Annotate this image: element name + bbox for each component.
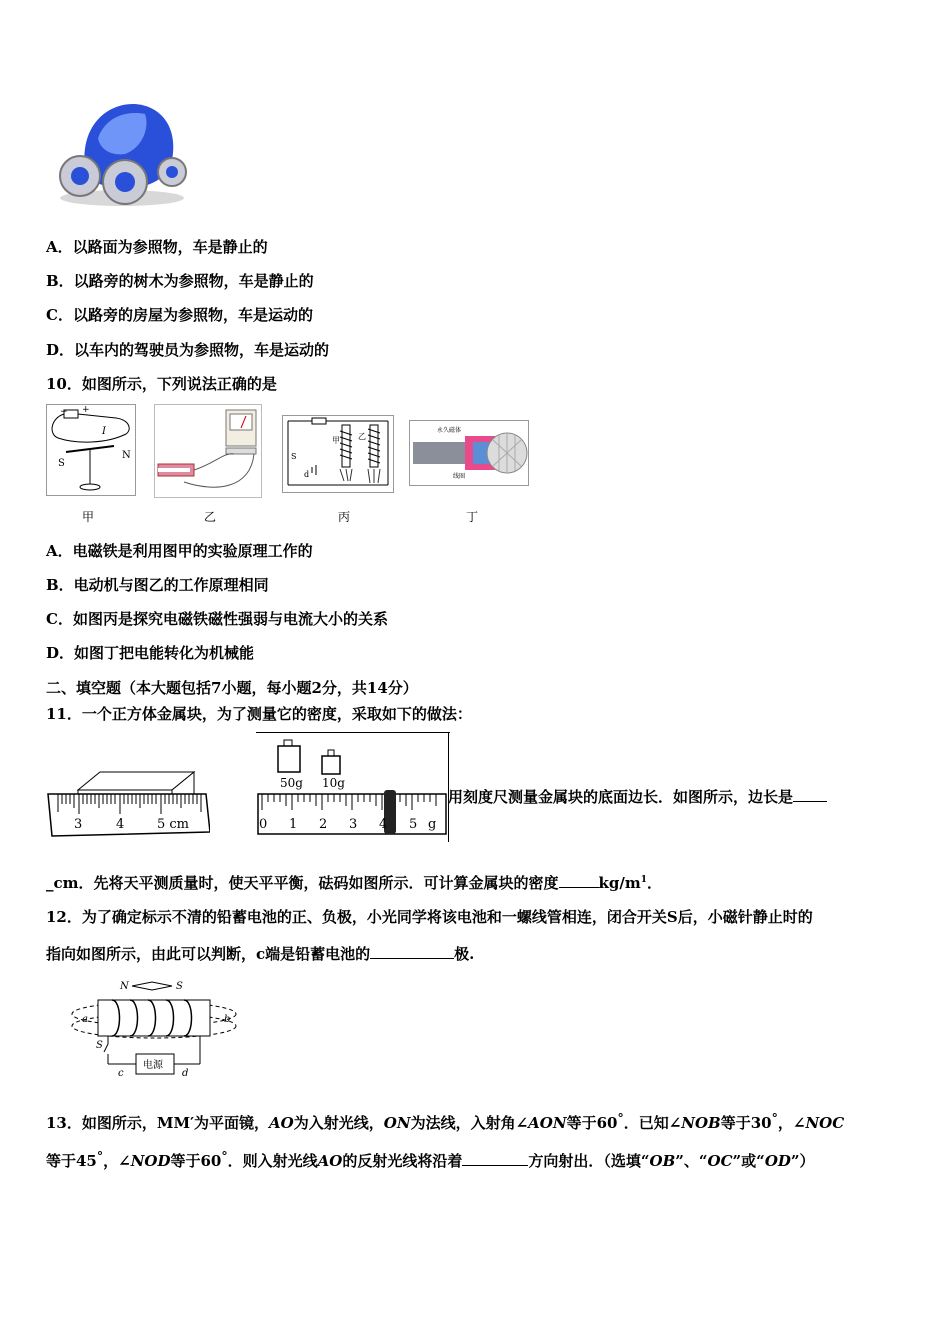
q13-text-2: 为入射光线， (293, 1114, 384, 1132)
q12-b-label: b (224, 1014, 231, 1025)
q11-line-2 (46, 872, 662, 893)
q13-text-3: 为法线，入射角∠ (410, 1114, 529, 1132)
bing-jia-label: 甲 (332, 436, 340, 445)
jia-minus-label: − (60, 407, 68, 417)
q13-text-6: 等于30 (720, 1114, 772, 1132)
scale-label-g: g (428, 817, 437, 832)
q13-line-2 (46, 1148, 815, 1171)
q10-option-b: B．电动机与图乙的工作原理相同 (46, 576, 269, 594)
q11-inline-text (448, 786, 827, 807)
q13-od: OD (764, 1152, 791, 1170)
bing-yi-label: 乙 (358, 432, 366, 441)
q13-on: ON (383, 1114, 411, 1132)
q9-option-d: D．以车内的驾驶员为参照物，车是运动的 (46, 341, 330, 359)
q10-stem: 10．如图所示，下列说法正确的是 (46, 375, 277, 393)
q13-text-8: 等于45 (46, 1152, 97, 1170)
q13-nob: NOB (681, 1114, 721, 1132)
q13-text-11: ．则入射光线 (227, 1152, 318, 1170)
q11-answer-blank-1[interactable] (793, 787, 827, 802)
q11-inline-label: 用刻度尺测量金属块的底面边长．如图所示，边长是 (448, 788, 794, 806)
q13-ao-2: AO (317, 1152, 343, 1170)
weight-10g-label: 10g (322, 776, 345, 790)
q10-option-a: A．电磁铁是利用图甲的实验原理工作的 (46, 542, 313, 560)
caption-ding: 丁 (466, 510, 479, 524)
q12-c-label: c (118, 1068, 124, 1079)
q13-text-7: ，∠ (777, 1114, 806, 1132)
figure-yi (154, 404, 262, 498)
figure-bing (282, 415, 394, 493)
q13-text-13: 方向射出．（选填“ (528, 1152, 650, 1170)
q13-text-9: ，∠ (103, 1152, 131, 1170)
scale-label-2: 2 (319, 817, 328, 832)
q13-answer-blank[interactable] (462, 1151, 528, 1166)
ruler-label-4: 4 (116, 817, 125, 832)
q11-unit-exponent: 1 (640, 875, 648, 885)
q12-a-label: a (82, 1014, 88, 1025)
jia-current-label: I (102, 426, 106, 437)
caption-jia: 甲 (82, 510, 95, 524)
q10-option-c: C．如图丙是探究电磁铁磁性强弱与电流大小的关系 (46, 610, 388, 628)
q12-n-label: N (120, 981, 129, 992)
q12-power-label: 电源 (143, 1060, 163, 1071)
bing-s-label: S (291, 452, 297, 461)
scale-label-5: 5 (409, 817, 418, 832)
q11-line2-prefix: _cm．先将天平测质量时，使天平平衡，砝码如图所示．可计算金属块的密度 (46, 874, 559, 892)
q10-option-d: D．如图丁把电能转化为机械能 (46, 644, 255, 662)
q13-noc: NOC (805, 1114, 845, 1132)
scale-label-3: 3 (349, 817, 358, 832)
q13-text-15: ”或“ (732, 1152, 765, 1170)
q9-option-c: C．以路旁的房屋为参照物，车是运动的 (46, 306, 313, 324)
q12-line-2 (46, 943, 474, 964)
q13-text-14: ”、“ (675, 1152, 708, 1170)
q13-text-1: 13．如图所示，MM′为平面镜， (46, 1114, 270, 1132)
q11-answer-blank-2[interactable] (559, 873, 599, 888)
ding-magnet-label: 永久磁体 (437, 427, 462, 434)
weight-50g-label: 50g (280, 776, 303, 790)
q13-degree-2: ° (771, 1110, 778, 1125)
q13-text-10: 等于60 (170, 1152, 222, 1170)
q12-s-top-label: S (176, 981, 183, 992)
q12-line2-suffix: 极. (454, 945, 475, 963)
scale-label-4: 4 (379, 817, 388, 832)
q13-text-5: ．已知∠ (623, 1114, 682, 1132)
q12-line-1: 12．为了确定标示不清的铅蓄电池的正、负极，小光同学将该电池和一螺线管相连，闭合开关S后，小磁针静止时的 (46, 908, 813, 926)
bing-d-label: d (304, 470, 310, 479)
q9-option-b: B．以路旁的树木为参照物，车是静止的 (46, 272, 314, 290)
q13-ob: OB (649, 1152, 676, 1170)
caption-yi: 乙 (204, 510, 217, 524)
ruler-label-5cm: 5 cm (157, 817, 190, 832)
q11-stem: 11．一个正方体金属块，为了测量它的密度，采取如下的做法： (46, 705, 472, 723)
q13-text-12: 的反射光线将沿着 (342, 1152, 463, 1170)
q9-option-a: A．以路面为参照物，车是静止的 (46, 238, 268, 256)
caption-bing: 丙 (338, 510, 351, 524)
q13-aon: AON (528, 1114, 567, 1132)
concept-car-image (50, 98, 192, 213)
q13-degree-3: ° (96, 1148, 104, 1163)
figure-jia (46, 404, 136, 496)
q13-nod: NOD (130, 1152, 171, 1170)
jia-plus-label: + (82, 405, 90, 415)
q11-balance-figure (256, 732, 450, 842)
q13-line-1 (46, 1110, 844, 1133)
figure-ding (409, 420, 529, 486)
q12-d-label: d (182, 1068, 189, 1079)
q12-line2-prefix: 指向如图所示，由此可以判断，c端是铅蓄电池的 (46, 945, 371, 963)
ding-coil-label: 线圈 (453, 473, 466, 480)
q12-switch-label: S (96, 1040, 103, 1051)
scale-label-1: 1 (289, 817, 298, 832)
q12-solenoid-figure (68, 978, 240, 1082)
q13-degree-4: ° (221, 1148, 228, 1163)
q11-density-unit: kg/m (598, 874, 641, 892)
section-2-heading: 二、填空题（本大题包括7小题，每小题2分，共14分） (46, 679, 418, 697)
jia-n-label: N (122, 450, 131, 461)
q11-ruler-figure (46, 750, 210, 842)
jia-s-label: S (58, 458, 65, 469)
q13-oc: OC (707, 1152, 733, 1170)
q12-answer-blank[interactable] (370, 944, 454, 959)
q13-degree-1: ° (617, 1110, 624, 1125)
q13-text-16: ”） (790, 1152, 815, 1170)
scale-label-0: 0 (259, 817, 268, 832)
q13-ao: AO (269, 1114, 294, 1132)
q13-text-4: 等于60 (566, 1114, 618, 1132)
ruler-label-3: 3 (74, 817, 83, 832)
q11-line2-end: ． (647, 874, 663, 892)
